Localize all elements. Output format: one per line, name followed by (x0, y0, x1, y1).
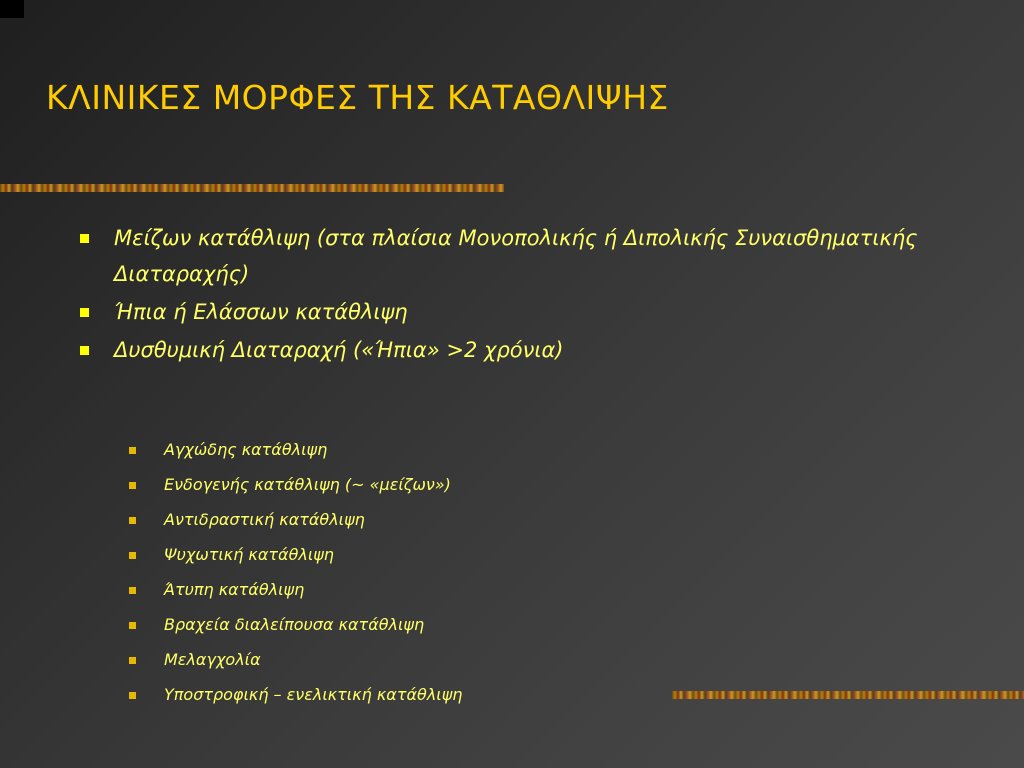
sub-bullet-item (126, 537, 726, 572)
sub-bullet-text: Μελαγχολία (164, 650, 261, 669)
main-bullet-item (76, 332, 936, 368)
main-bullet-item (76, 294, 936, 330)
decorative-rule-bottom (672, 691, 1024, 699)
main-bullet-text: Μείζων κατάθλιψη (στα πλαίσια Μονοπολικής ή Διπολικής Συναισθηματικής Διαταραχής) (114, 226, 918, 286)
square-bullet-icon (129, 622, 136, 629)
square-bullet-icon (129, 552, 136, 559)
corner-square-decoration (0, 0, 24, 18)
square-bullet-icon (129, 587, 136, 594)
square-bullet-icon (129, 657, 136, 664)
sub-bullet-text: Αγχώδης κατάθλιψη (164, 440, 328, 459)
main-bullet-text: Ήπια ή Ελάσσων κατάθλιψη (114, 300, 408, 324)
decorative-rule-top (0, 184, 504, 192)
square-bullet-icon (129, 447, 136, 454)
square-bullet-icon (80, 234, 89, 243)
square-bullet-icon (80, 308, 89, 317)
sub-bullet-item (126, 607, 726, 642)
sub-bullet-item (126, 432, 726, 467)
sub-bullet-text: Άτυπη κατάθλιψη (164, 580, 305, 599)
slide-title: ΚΛΙΝΙΚΕΣ ΜΟΡΦΕΣ ΤΗΣ ΚΑΤΑΘΛΙΨΗΣ (46, 78, 669, 117)
sub-bullet-item (126, 502, 726, 537)
main-bullet-text: Δυσθυμική Διαταραχή («Ήπια» >2 χρόνια) (114, 338, 564, 362)
sub-bullet-item (126, 467, 726, 502)
square-bullet-icon (129, 692, 136, 699)
sub-bullet-item (126, 642, 726, 677)
square-bullet-icon (129, 517, 136, 524)
sub-bullet-list (126, 432, 726, 712)
sub-bullet-text: Ενδογενής κατάθλιψη (~ «μείζων») (164, 475, 451, 494)
sub-bullet-text: Ψυχωτική κατάθλιψη (164, 545, 334, 564)
square-bullet-icon (80, 346, 89, 355)
sub-bullet-text: Βραχεία διαλείπουσα κατάθλιψη (164, 615, 425, 634)
sub-bullet-text: Υποστροφική – ενελικτική κατάθλιψη (164, 685, 463, 704)
main-bullet-item (76, 220, 936, 292)
sub-bullet-item (126, 572, 726, 607)
main-bullet-list (76, 220, 936, 370)
square-bullet-icon (129, 482, 136, 489)
sub-bullet-item (126, 677, 726, 712)
sub-bullet-text: Αντιδραστική κατάθλιψη (164, 510, 365, 529)
